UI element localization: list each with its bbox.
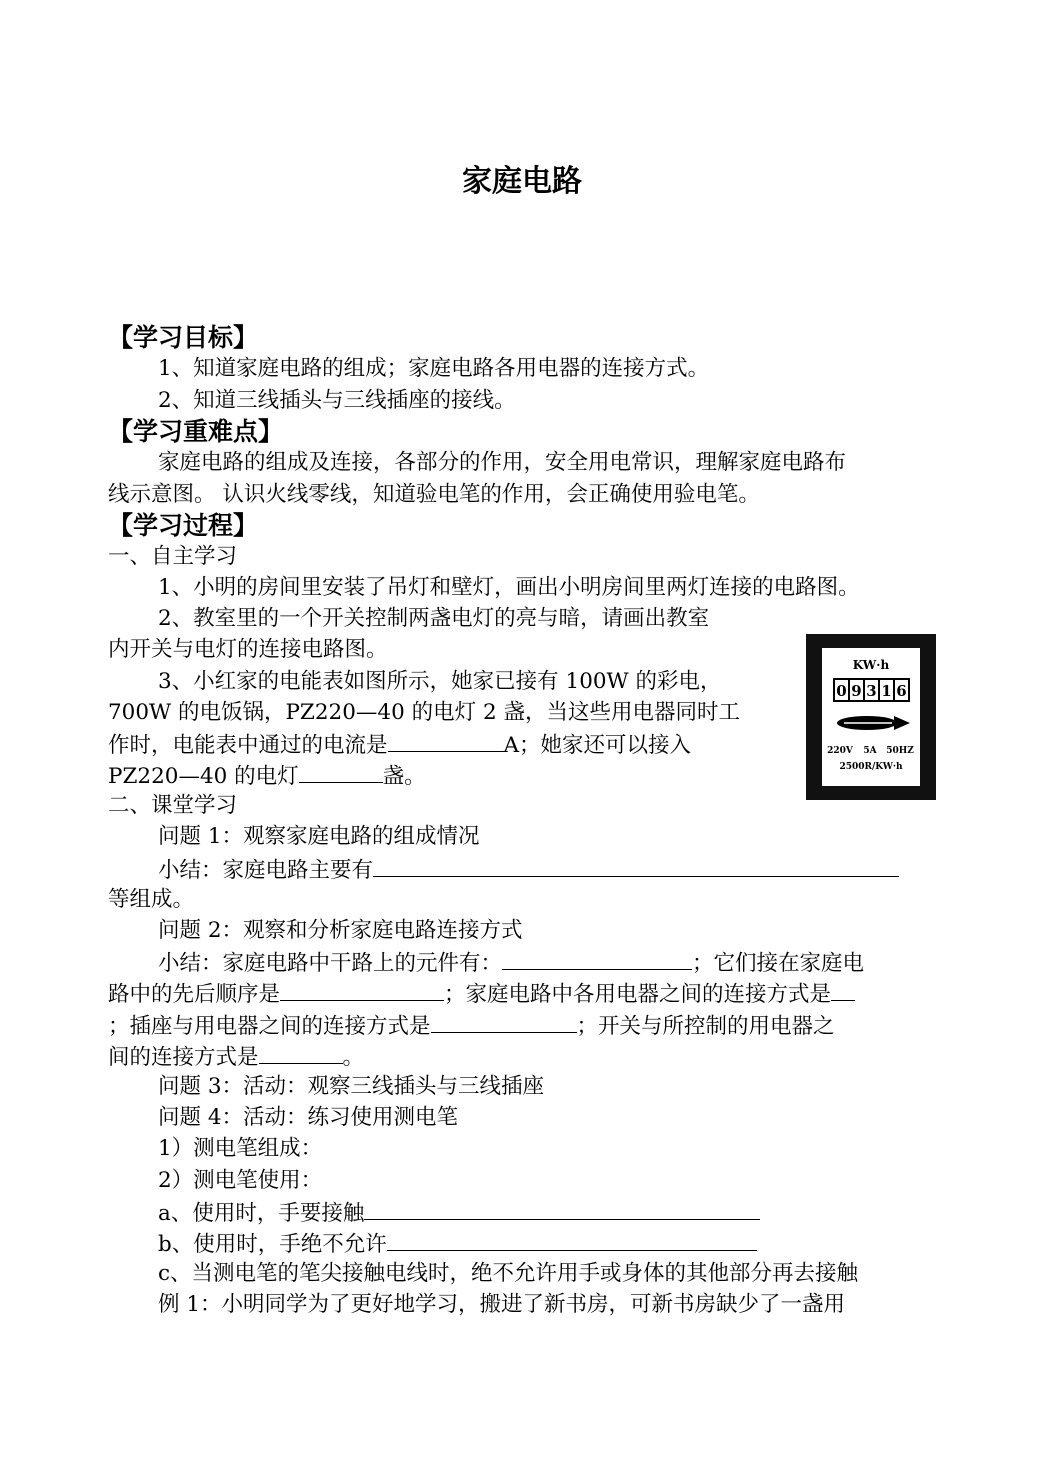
step-line: 2）测电笔使用： <box>158 1168 323 1193</box>
answer-blank[interactable] <box>280 978 444 1001</box>
example-line: 例 1：小明同学为了更好地学习，搬进了新书房，可新书房缺少了一盏用 <box>158 1292 846 1317</box>
goal-item: 2、知道三线插头与三线插座的接线。 <box>158 388 516 413</box>
step-line: c、当测电笔的笔尖接触电线时，绝不允许用手或身体的其他部分再去接触 <box>158 1261 859 1286</box>
page-title: 家庭电路 <box>462 164 582 199</box>
summary-text: ；开关与所控制的用电器之 <box>576 1014 835 1039</box>
problem-line: 问题 4：活动：练习使用测电笔 <box>158 1105 459 1130</box>
question-line: 1、小明的房间里安装了吊灯和壁灯，画出小明房间里两灯连接的电路图。 <box>158 575 860 600</box>
answer-blank[interactable] <box>831 978 855 1001</box>
summary-text: 间的连接方式是 <box>108 1045 259 1070</box>
question-line: 3、小红家的电能表如图所示，她家已接有 100W 的彩电， <box>158 669 722 694</box>
section-heading-process: 【学习过程】 <box>108 511 259 540</box>
question-line: 2、教室里的一个开关控制两盏电灯的亮与暗，请画出教室 <box>158 606 710 631</box>
meter-digit: 3 <box>866 682 877 700</box>
summary-text: ；它们接在家庭电 <box>692 951 865 976</box>
question-text: A；她家还可以接入 <box>503 733 692 758</box>
summary-line <box>108 1010 835 1042</box>
question-text: 作时，电能表中通过的电流是 <box>108 733 388 758</box>
summary-line <box>108 978 855 1010</box>
paragraph-line: 线示意图。 认识火线零线，知道验电笔的作用，会正确使用验电笔。 <box>108 482 760 507</box>
answer-blank[interactable] <box>387 1228 757 1251</box>
step-text: b、使用时，手绝不允许 <box>158 1232 387 1257</box>
summary-line <box>108 1041 364 1073</box>
question-line <box>108 729 691 761</box>
answer-blank[interactable] <box>502 947 692 970</box>
step-text: a、使用时，手要接触 <box>158 1201 365 1226</box>
meter-unit: KW·h <box>852 658 890 672</box>
step-line: 1）测电笔组成： <box>158 1136 323 1161</box>
meter-constant: 2500R/KW·h <box>839 762 903 772</box>
summary-text: 小结：家庭电路主要有 <box>158 858 374 883</box>
question-line: 700W 的电饭锅，PZ220—40 的电灯 2 盏，当这些用电器同时工 <box>108 700 740 725</box>
meter-digit: 9 <box>851 682 862 700</box>
answer-blank[interactable] <box>373 854 899 877</box>
summary-text: 路中的先后顺序是 <box>108 982 281 1007</box>
meter-digits <box>834 679 909 701</box>
meter-digit: 1 <box>881 682 892 700</box>
section-heading-key-points: 【学习重难点】 <box>108 417 284 446</box>
meter-current: 5A <box>863 746 877 756</box>
summary-text: ；家庭电路中各用电器之间的连接方式是 <box>444 982 832 1007</box>
goal-item: 1、知道家庭电路的组成；家庭电路各用电器的连接方式。 <box>158 356 710 381</box>
meter-digit: 6 <box>896 682 907 700</box>
subsection-heading: 二、课堂学习 <box>108 793 238 818</box>
summary-line <box>158 947 864 979</box>
question-line <box>108 760 426 792</box>
summary-text: 。 <box>342 1045 365 1070</box>
question-text: 盏。 <box>382 764 426 789</box>
step-line <box>158 1197 760 1229</box>
problem-line: 问题 2：观察和分析家庭电路连接方式 <box>158 918 523 943</box>
summary-line: 等组成。 <box>108 887 195 912</box>
answer-blank[interactable] <box>364 1197 760 1220</box>
answer-blank[interactable] <box>299 760 383 783</box>
meter-digit: 0 <box>836 682 847 700</box>
subsection-heading: 一、自主学习 <box>108 544 238 569</box>
section-heading-goals: 【学习目标】 <box>108 323 259 352</box>
electric-meter-figure <box>804 632 938 802</box>
step-line <box>158 1228 757 1260</box>
question-line: 内开关与电灯的连接电路图。 <box>108 637 388 662</box>
paragraph-line: 家庭电路的组成及连接，各部分的作用，安全用电常识，理解家庭电路布 <box>158 450 847 475</box>
summary-text: ；插座与用电器之间的连接方式是 <box>108 1014 431 1039</box>
summary-line <box>158 854 899 886</box>
answer-blank[interactable] <box>259 1041 343 1064</box>
meter-voltage: 220V <box>827 746 853 756</box>
answer-blank[interactable] <box>388 729 504 752</box>
meter-frequency: 50HZ <box>886 746 914 756</box>
problem-line: 问题 3：活动：观察三线插头与三线插座 <box>158 1074 545 1099</box>
answer-blank[interactable] <box>431 1010 577 1033</box>
problem-line: 问题 1：观察家庭电路的组成情况 <box>158 824 480 849</box>
question-text: PZ220—40 的电灯 <box>108 764 299 789</box>
summary-text: 小结：家庭电路中干路上的元件有： <box>158 951 503 976</box>
